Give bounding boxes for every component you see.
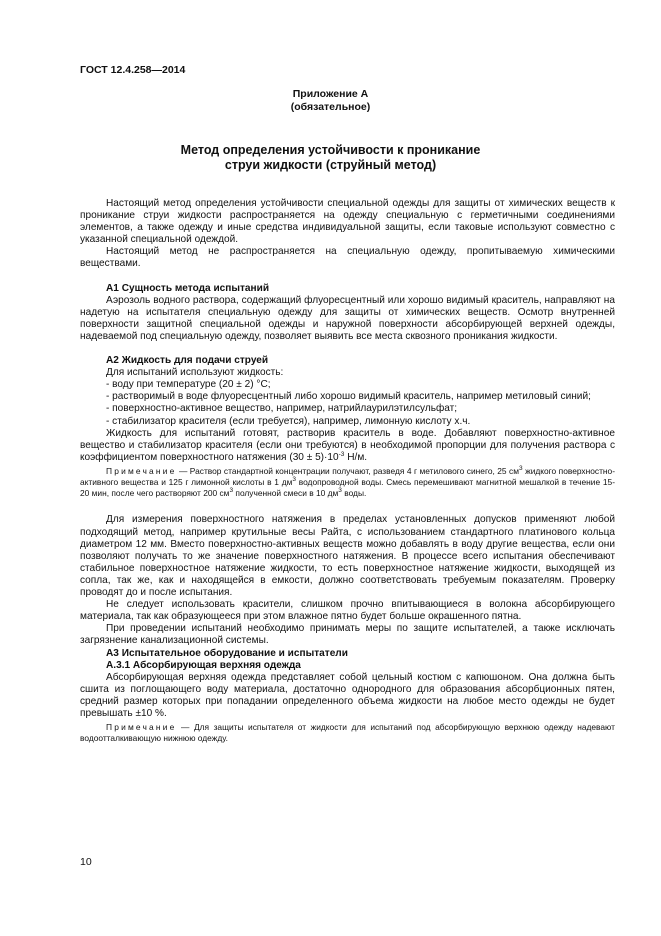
section-a3-paragraph: Абсорбирующая верхняя одежда представляет собой цельный костюм с капюшоном. Она должна быть сшита из поглощающего воду материала, достаточно однородного для образования абсорбционных пятен, средний размер которых при попадании определенного объема жидкости на любое место одежды не будет превышать ±10 %.: [80, 671, 615, 719]
appendix-header: [0, 88, 661, 114]
intro-paragraph: Настоящий метод не распространяется на специальную одежду, пропитываемую химическими веществами.: [80, 246, 615, 270]
list-item: - поверхностно-активное вещество, например, натрийлаурилэтилсульфат;: [106, 403, 458, 415]
note-label: Примечание: [106, 465, 177, 476]
appendix-status: (обязательное): [290, 101, 371, 113]
list-item: - стабилизатор красителя (если требуется), например, лимонную кислоту х.ч.: [106, 415, 471, 427]
section-a1-heading: А1 Сущность метода испытаний: [106, 282, 270, 294]
note: Примечание — Раствор стандартной концентрации получают, разведя 4 г метилового синего, 25 $см^3$ жидкого поверхностно-активного вещества и 125 г лимонной кислоты в 1 $дм^3$ водопроводной воды. Смесь перемешивают магнитной мешалкой в течение 15-20 мин, после чего растворяют 200 $см^3$ полученной смеси в 10 $дм^3$ воды.: [80, 464, 615, 499]
note: Примечание — Для защиты испытателя от жидкости для испытаний под абсорбирующую верхнюю одежду надевают водоотталкивающую нижнюю одежду.: [80, 722, 615, 744]
page-title: [0, 143, 661, 173]
title-line-2: струи жидкости (струйный метод): [224, 158, 437, 172]
title-line-1: Метод определения устойчивости к проникание: [180, 143, 481, 157]
section-a2-paragraph: Для испытаний используют жидкость:: [106, 367, 284, 379]
section-a2-heading: А2 Жидкость для подачи струей: [106, 355, 269, 367]
section-a3-heading: А3 Испытательное оборудование и испытатели: [106, 647, 348, 659]
intro-paragraph: Настоящий метод определения устойчивости специальной одежды для защиты от химических веществ к проникание струи жидкости распространяется на одежду специальную с герметичными соединениями элементов, а также одежду и иные средства индивидуальной защиты, если таковые используют совместно с указанной специальной одеждой.: [80, 198, 615, 246]
appendix-label: Приложение А: [292, 88, 369, 100]
note-label: Примечание: [106, 722, 177, 733]
section-a2-paragraph: При проведении испытаний необходимо принимать меры по защите испытателей, а также исключать загрязнение канализационной системы.: [80, 623, 615, 647]
section-a2-paragraph: Для измерения поверхностного натяжения в пределах установленных допусков применяют любой подходящий метод, например крутильные весы Райта, с использованием стандартного платинового кольца диаметром 12 мм. Вместо поверхностно-активных веществ можно добавлять в воду другие вещества, если они позволяют получать то же значение поверхностного натяжения. В процессе всего испытания обеспечивают стабильное поверхностное натяжение жидкости, то есть поверхностное натяжение жидкости, выходящей из сопла, так же, как и находящейся в емкости, должно соответствовать требуемым показателям. Проверку проводят до и после испытания.: [80, 514, 615, 599]
list-item: - растворимый в воде флуоресцентный либо хорошо видимый краситель, например метиловый синий;: [106, 391, 591, 403]
section-a2-paragraph: Не следует использовать красители, слишком прочно впитывающиеся в волокна абсорбирующего материала, так как образующееся при этом влажное пятно будет больше окрашенного пятна.: [80, 599, 615, 623]
section-a3-1-heading: А.3.1 Абсорбирующая верхняя одежда: [106, 659, 301, 671]
document-body: [80, 198, 615, 744]
section-a2-paragraph: Жидкость для испытаний готовят, растворив краситель в воде. Добавляют поверхностно-активное вещество и стабилизатор красителя (если они требуются) в необходимой пропорции для получения раствора с коэффициентом поверхностного натяжения $(30 \pm 5)\cdot 10^{-3}$ Н/м.: [80, 427, 615, 463]
page-number: 10: [80, 856, 92, 868]
list-item: - воду при температуре (20 ± 2) °С;: [106, 379, 271, 391]
section-a1-paragraph: Аэрозоль водного раствора, содержащий флуоресцентный или хорошо видимый краситель, направляют на надетую на испытателя специальную одежду для защиты от химических веществ. Осмотр внутренней поверхности защитной специальной одежды и наружной поверхности абсорбирующей верхней одежды, надеваемой под специальную одежду, позволяет выявить все места сквозного проникания жидкости.: [80, 294, 615, 342]
standard-number: ГОСТ 12.4.258—2014: [80, 64, 186, 76]
